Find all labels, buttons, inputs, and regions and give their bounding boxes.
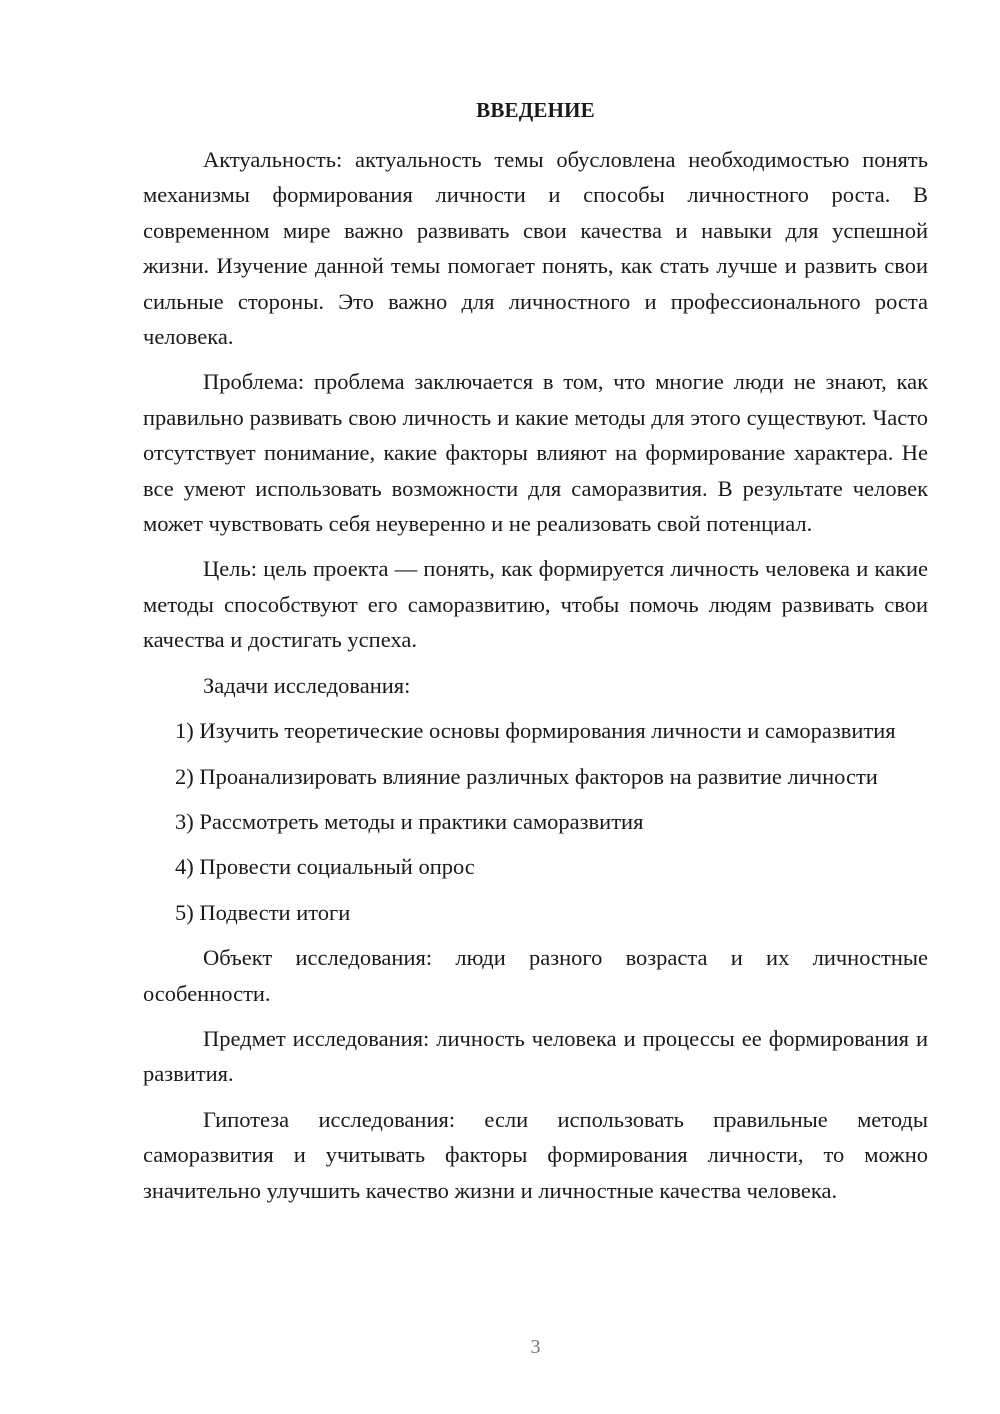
task-item-3: 3) Рассмотреть методы и практики саморазвития <box>175 808 644 834</box>
page-number: 3 <box>530 1336 541 1358</box>
paragraph-object: Объект исследования: люди разного возраста и их личностные особенности. <box>143 945 928 1006</box>
paragraph-problem: Проблема: проблема заключается в том, что многие люди не знают, как правильно развивать свою личность и какие методы для этого существуют. Часто отсутствует понимание, какие факторы влияют на формирование характера. Не все умеют использовать возможности для саморазвития. В результате человек может чувствовать себя неуверенно и не реализовать свой потенциал. <box>143 369 928 537</box>
paragraph-tasks-heading: Задачи исследования: <box>203 672 411 698</box>
task-item-4: 4) Провести социальный опрос <box>175 854 475 880</box>
document-body <box>143 142 928 1218</box>
task-item-5: 5) Подвести итоги <box>175 899 351 925</box>
task-item-1: 1) Изучить теоретические основы формирования личности и саморазвития <box>175 718 896 744</box>
task-item-2: 2) Проанализировать влияние различных факторов на развитие личности <box>175 763 878 789</box>
paragraph-relevance: Актуальность: актуальность темы обусловлена необходимостью понять механизмы формирования личности и способы личностного роста. В современном мире важно развивать свои качества и навыки для успешной жизни. Изучение данной темы помогает понять, как стать лучше и развить свои сильные стороны. Это важно для личностного и профессионального роста человека. <box>143 147 928 350</box>
section-title: ВВЕДЕНИЕ <box>476 98 595 122</box>
paragraph-goal: Цель: цель проекта — понять, как формируется личность человека и какие методы способствуют его саморазвитию, чтобы помочь людям развивать свои качества и достигать успеха. <box>143 556 928 653</box>
paragraph-hypothesis: Гипотеза исследования: если использовать правильные методы саморазвития и учитывать факторы формирования личности, то можно значительно улучшить качество жизни и личностные качества человека. <box>143 1106 928 1203</box>
paragraph-subject: Предмет исследования: личность человека и процессы ее формирования и развития. <box>143 1025 928 1087</box>
